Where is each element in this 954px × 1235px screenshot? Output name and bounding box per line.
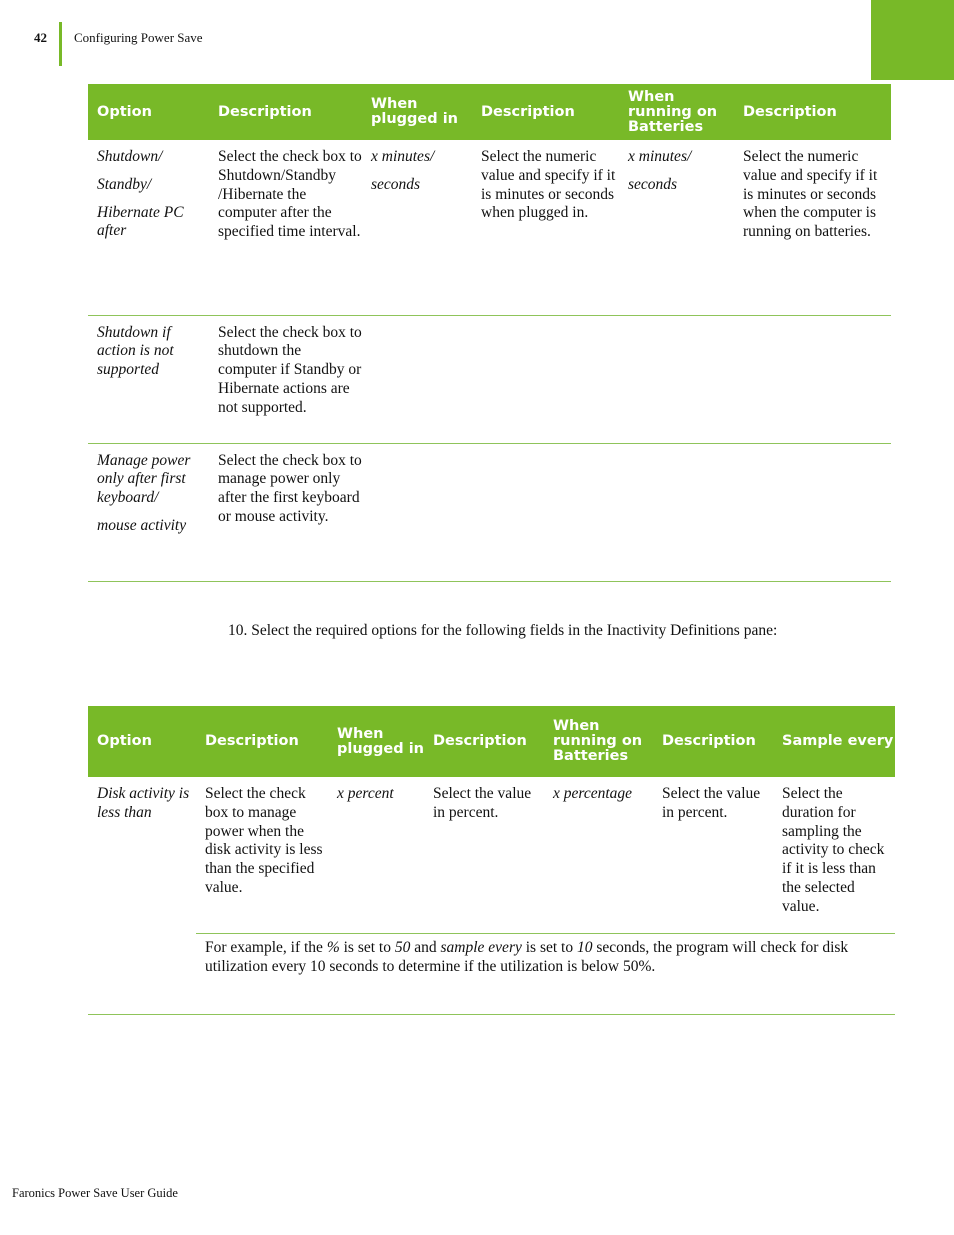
table-header-row — [88, 84, 891, 140]
option-line: mouse activity — [97, 516, 187, 534]
battery-cell: x percentage — [553, 785, 633, 802]
column-header: Description — [209, 84, 362, 140]
option-cell — [88, 140, 209, 315]
description-cell: Select the check box to manage power when the disk activity is less than the specified value. — [205, 785, 323, 896]
option-cell: Disk activity is less than — [97, 785, 190, 821]
option-cell — [88, 315, 209, 443]
column-header: Description — [472, 84, 619, 140]
column-header: Option — [88, 706, 196, 777]
option-line: Shutdown if action is not supported — [97, 323, 174, 379]
table-row — [88, 443, 891, 581]
value-line: x minutes/ — [371, 148, 435, 165]
column-header: Description — [424, 706, 544, 777]
example-note: For example, if the % is set to 50 and sample every is set to 10 seconds, the program will check for disk utilization every 10 seconds to determine if the utilization is below 50%. — [205, 939, 849, 975]
page-number: 42 — [34, 30, 47, 45]
option-line: Hibernate PC after — [97, 203, 184, 240]
option-line: Shutdown/ — [97, 148, 163, 165]
table-row — [88, 140, 891, 315]
table-row — [88, 777, 895, 933]
battery-cell — [619, 140, 734, 315]
description-cell: Select the value in percent. — [433, 785, 532, 821]
column-header: When running on Batteries — [544, 706, 653, 777]
plugged-cell — [362, 140, 472, 315]
value-line: seconds — [371, 175, 421, 193]
description-cell: Select the numeric value and specify if it is minutes or seconds when plugged in. — [472, 140, 619, 315]
header-accent-bar — [59, 22, 62, 66]
column-header: Sample every — [773, 706, 895, 777]
footer-guide-title: Faronics Power Save User Guide — [12, 1186, 178, 1200]
option-line: Standby/ — [97, 175, 152, 193]
description-cell: Select the numeric value and specify if it is minutes or seconds when the computer is running on batteries. — [734, 140, 891, 315]
column-header: Description — [734, 84, 891, 140]
table-header-row — [88, 706, 895, 777]
description-cell: Select the check box to shutdown the computer if Standby or Hibernate actions are not supported. — [209, 315, 362, 443]
step-instruction: 10. Select the required options for the following fields in the Inactivity Definitions pane: — [228, 622, 778, 639]
inactivity-definitions-table — [88, 706, 895, 933]
plugged-cell: x percent — [337, 785, 394, 802]
section-title: Configuring Power Save — [74, 30, 203, 45]
description-cell: Select the check box to manage power only after the first keyboard or mouse activity. — [209, 443, 362, 581]
example-divider — [196, 933, 895, 934]
column-header: Description — [196, 706, 328, 777]
option-line: Manage power only after first keyboard/ — [97, 451, 191, 507]
value-line: x minutes/ — [628, 148, 692, 165]
column-header: When running on Batteries — [619, 84, 734, 140]
table-row — [88, 315, 891, 443]
column-header: When plugged in — [328, 706, 424, 777]
value-line: seconds — [628, 175, 678, 193]
column-header: Option — [88, 84, 209, 140]
sample-every-cell: Select the duration for sampling the activity to check if it is less than the selected value. — [782, 785, 885, 915]
power-options-table — [88, 84, 891, 582]
option-cell — [88, 443, 209, 581]
column-header: When plugged in — [362, 84, 472, 140]
description-cell: Select the check box to Shutdown/Standby /Hibernate the computer after the specified time interval. — [209, 140, 362, 315]
column-header: Description — [653, 706, 773, 777]
description-cell: Select the value in percent. — [662, 785, 761, 821]
table-bottom-rule — [88, 1014, 895, 1015]
corner-tab — [871, 0, 954, 80]
